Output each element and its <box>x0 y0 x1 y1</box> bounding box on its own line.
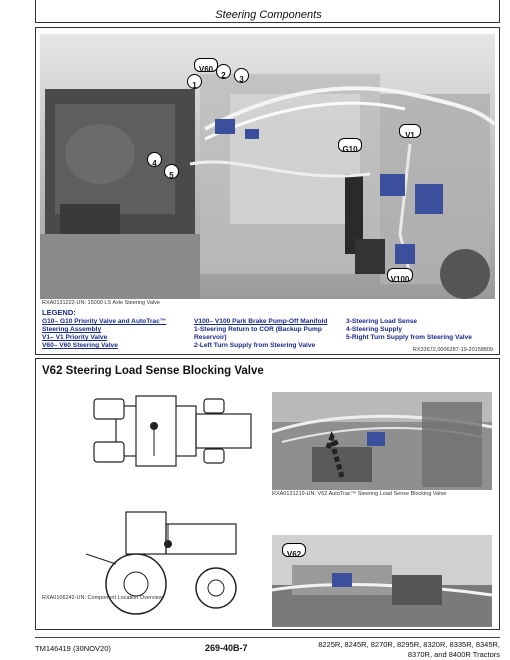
legend-col-2 <box>194 318 344 350</box>
footer-models-line2: 8370R, and 8400R Tractors <box>407 650 500 659</box>
callout-4: 4 <box>147 152 162 167</box>
legend-col-3 <box>346 318 496 342</box>
overview-caption: RXA0106242-UN: Component Location Overview <box>42 595 163 601</box>
steering-components-panel <box>35 27 500 355</box>
legend-item: 4-Steering Supply <box>346 326 403 333</box>
callout-2: 2 <box>216 64 231 79</box>
legend-title: LEGEND: <box>42 308 76 317</box>
callout-v100: V100 <box>387 268 413 282</box>
callout-g10: G10 <box>338 138 362 152</box>
tractor-outline-illustration <box>56 394 256 624</box>
valve-location-illustration <box>272 392 492 490</box>
v62-photo-caption: RXA0131219-UN: V62 AutoTrac™ Steering Load Sense Blocking Valve <box>272 491 447 497</box>
legend-item: Steering Assembly <box>42 326 102 333</box>
legend-item: V1– V1 Priority Valve <box>42 334 108 341</box>
footer-page-number: 269-40B-7 <box>205 643 248 653</box>
legend-item: G10– G10 Priority Valve and AutoTrac™ <box>42 318 167 325</box>
legend-item: 1-Steering Return to COR (Backup Pump <box>194 326 322 333</box>
v62-section-panel <box>35 358 500 630</box>
v62-valve-photo-1 <box>272 392 492 490</box>
figure-caption: RXA0131222-UN: 15000 LS Axle Steering Valve <box>42 300 160 306</box>
tractor-hydraulics-illustration <box>40 34 495 299</box>
callout-1: 1 <box>187 74 202 89</box>
legend-item: V100– V100 Park Brake Pump-Off Manifold <box>194 318 328 325</box>
legend-item: 3-Steering Load Sense <box>346 318 418 325</box>
footer-models-line1: 8225R, 8245R, 8270R, 8295R, 8320R, 8335R, 8345R, <box>318 640 500 649</box>
section-title: V62 Steering Load Sense Blocking Valve <box>42 365 264 377</box>
steering-components-figure <box>40 34 495 299</box>
reference-id: RX33672,0006287-19-20158809 <box>412 347 493 353</box>
legend-item: V60– V60 Steering Valve <box>42 342 118 349</box>
legend-item: 5-Right Turn Supply from Steering Valve <box>346 334 472 341</box>
callout-5: 5 <box>164 164 179 179</box>
v62-valve-photo-2 <box>272 535 492 627</box>
legend-item: Reservoir) <box>194 334 227 341</box>
header-bar <box>35 0 500 23</box>
callout-v1: V1 <box>399 124 421 138</box>
page-title: Steering Components <box>215 9 322 21</box>
legend-item: 2-Left Turn Supply from Steering Valve <box>194 342 316 349</box>
footer-divider <box>35 637 500 638</box>
component-location-overview <box>56 394 256 624</box>
legend-col-1 <box>42 318 192 350</box>
callout-v60: V60 <box>194 58 218 72</box>
callout-v62: V62 <box>282 543 306 557</box>
callout-3: 3 <box>234 68 249 83</box>
footer-models <box>290 640 500 660</box>
footer-doc-id: TM146419 (30NOV20) <box>35 644 111 653</box>
